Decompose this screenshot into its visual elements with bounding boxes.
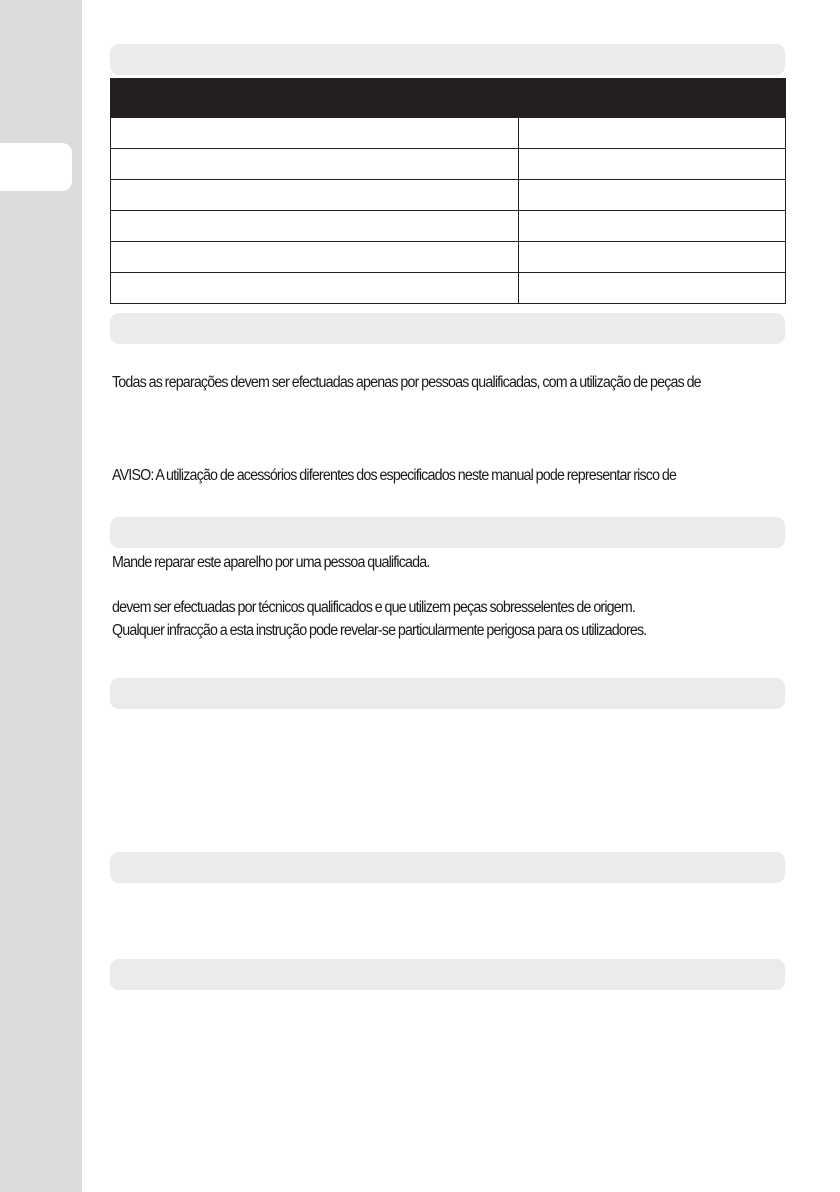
- table-row: [111, 273, 786, 304]
- table-row: [111, 211, 786, 242]
- section-bar-4: [110, 678, 785, 709]
- table-cell: [519, 242, 786, 273]
- table-cell: [111, 273, 519, 304]
- table-cell: [519, 273, 786, 304]
- service-paragraph-3: Qualquer infracção a esta instrução pode revelar-se particularmente perigosa para os utilizadores.: [112, 622, 647, 639]
- table-row: [111, 118, 786, 149]
- section-bar-specifications: [110, 44, 785, 75]
- table-header-row: [111, 79, 786, 118]
- table-cell: [519, 180, 786, 211]
- table-cell: [519, 149, 786, 180]
- service-paragraph-2: devem ser efectuadas por técnicos qualificados e que utilizem peças sobresselentes de origem.: [112, 599, 636, 616]
- table-row: [111, 180, 786, 211]
- section-bar-5: [110, 852, 785, 883]
- table-header-cell: [519, 79, 786, 118]
- section-bar-service: [110, 517, 785, 548]
- table-cell: [519, 211, 786, 242]
- section-bar-6: [110, 959, 785, 990]
- service-paragraph-1: Mande reparar este aparelho por uma pessoa qualificada.: [112, 554, 430, 571]
- table-cell: [111, 211, 519, 242]
- section-bar-repair: [110, 313, 785, 344]
- table-row: [111, 149, 786, 180]
- table-cell: [111, 118, 519, 149]
- specifications-table: [110, 78, 786, 304]
- table-header-cell: [111, 79, 519, 118]
- table-cell: [111, 149, 519, 180]
- language-tab: [0, 143, 72, 191]
- accessories-warning: AVISO: A utilização de acessórios diferentes dos especificados neste manual pode representar risco de: [112, 467, 677, 484]
- table-row: [111, 242, 786, 273]
- repair-paragraph: Todas as reparações devem ser efectuadas apenas por pessoas qualificadas, com a utilização de peças de: [112, 374, 701, 391]
- table-cell: [519, 118, 786, 149]
- table-cell: [111, 242, 519, 273]
- table-cell: [111, 180, 519, 211]
